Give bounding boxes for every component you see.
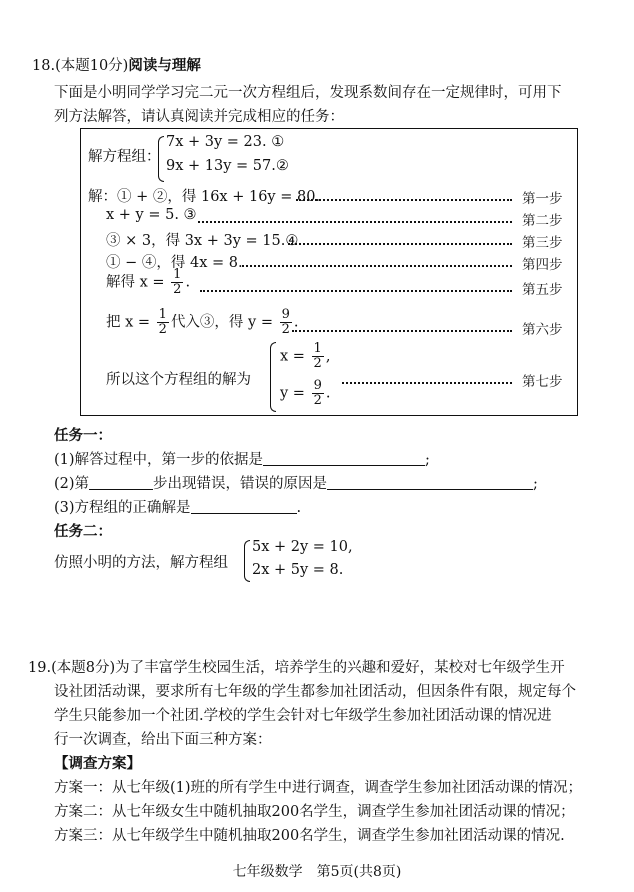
step-line-2: x + y = 5. ③: [106, 207, 197, 223]
solve-label: 解方程组：: [88, 149, 161, 165]
answer-blank[interactable]: [263, 451, 425, 466]
solution-y: y = $\frac{9}{2}$ .: [280, 378, 331, 408]
leader-dots-4: [242, 265, 512, 267]
leader-dots-2: [198, 221, 512, 223]
task2-equation-1: 5x + 2y = 10,: [252, 539, 353, 555]
step-line-6: 把 x = $\frac{1}{2}$ 代入③，得 y = $\frac{9}{2}$ .: [106, 307, 299, 337]
q18-intro-line-1: 下面是小明同学学习完二元一次方程组后，发现系数间存在一定规律时，可用下: [54, 85, 562, 101]
task1-question-1: (1)解答过程中，第一步的依据是 ;: [54, 452, 430, 468]
step-label-6: 第六步: [522, 322, 563, 338]
q19-line-4: 行一次调查，给出下面三种方案：: [54, 732, 272, 748]
step-label-4: 第四步: [522, 257, 563, 273]
step-label-5: 第五步: [522, 282, 563, 298]
task2-equation-2: 2x + 5y = 8.: [252, 562, 344, 578]
q19-line-1: 19.(本题8分)为了丰富学生校园生活，培养学生的兴趣和爱好，某校对七年级学生开: [28, 660, 565, 676]
step-line-5: 解得 x = $\frac{1}{2}$ .: [106, 267, 191, 297]
q18-heading: 18.(本题10分)阅读与理解: [32, 57, 201, 74]
solution-x: x = $\frac{1}{2}$ ,: [280, 341, 331, 371]
q19-line-3: 学生只能参加一个社团.学校的学生会针对七年级学生参加社团活动课的情况进: [54, 708, 552, 724]
fraction-one-half: $\frac{1}{2}$: [158, 307, 167, 337]
step-line-3: ③ × 3，得 3x + 3y = 15.④: [106, 233, 299, 249]
plan-3: 方案三：从七年级学生中随机抽取200名学生，调查学生参加社团活动课的情况.: [54, 828, 565, 844]
task2-prompt: 仿照小明的方法，解方程组: [54, 555, 228, 571]
q19-line-2: 设社团活动课，要求所有七年级的学生都参加社团活动，但因条件有限，规定每个: [54, 684, 576, 700]
task1-question-3: (3)方程组的正确解是 .: [54, 500, 302, 516]
survey-plan-heading: 【调查方案】: [54, 755, 141, 772]
fraction-one-half: $\frac{1}{2}$: [173, 267, 182, 297]
answer-blank[interactable]: [327, 475, 533, 490]
fraction-nine-halves: $\frac{9}{2}$: [313, 378, 322, 408]
task1-question-2: (2)第 步出现错误，错误的原因是 ;: [54, 476, 538, 492]
task2-title: 任务二：: [54, 523, 112, 540]
solution-brace: [270, 342, 276, 412]
fraction-one-half: $\frac{1}{2}$: [313, 341, 322, 371]
leader-dots-6: [292, 330, 512, 332]
plan-1: 方案一：从七年级(1)班的所有学生中进行调查，调查学生参加社团活动课的情况；: [54, 780, 583, 796]
step-label-1: 第一步: [522, 191, 563, 207]
step-label-7: 第七步: [522, 374, 563, 390]
system-brace: [158, 136, 164, 182]
step-line-4: ① − ④，得 4x = 8.: [106, 255, 243, 271]
page-footer: 七年级数学 第5页(共8页): [232, 864, 402, 880]
answer-blank[interactable]: [191, 499, 297, 514]
plan-2: 方案二：从七年级女生中随机抽取200名学生，调查学生参加社团活动课的情况；: [54, 804, 575, 820]
step-label-3: 第三步: [522, 235, 563, 251]
equation-1: 7x + 3y = 23. ①: [166, 134, 285, 150]
leader-dots-3: [288, 243, 512, 245]
fraction-nine-halves: $\frac{9}{2}$: [281, 307, 290, 337]
step-line-7: 所以这个方程组的解为: [106, 372, 251, 388]
step-line-1: 解：① + ②，得 16x + 16y = 80.: [88, 189, 321, 205]
equation-2: 9x + 13y = 57.②: [166, 158, 289, 174]
leader-dots-7: [342, 382, 512, 384]
task2-brace: [244, 540, 250, 582]
q18-intro-line-2: 列方法解答，请认真阅读并完成相应的任务：: [54, 109, 344, 125]
task1-title: 任务一：: [54, 427, 112, 444]
step-label-2: 第二步: [522, 213, 563, 229]
answer-blank[interactable]: [89, 475, 153, 490]
leader-dots-5: [200, 290, 512, 292]
leader-dots-1: [296, 199, 512, 201]
